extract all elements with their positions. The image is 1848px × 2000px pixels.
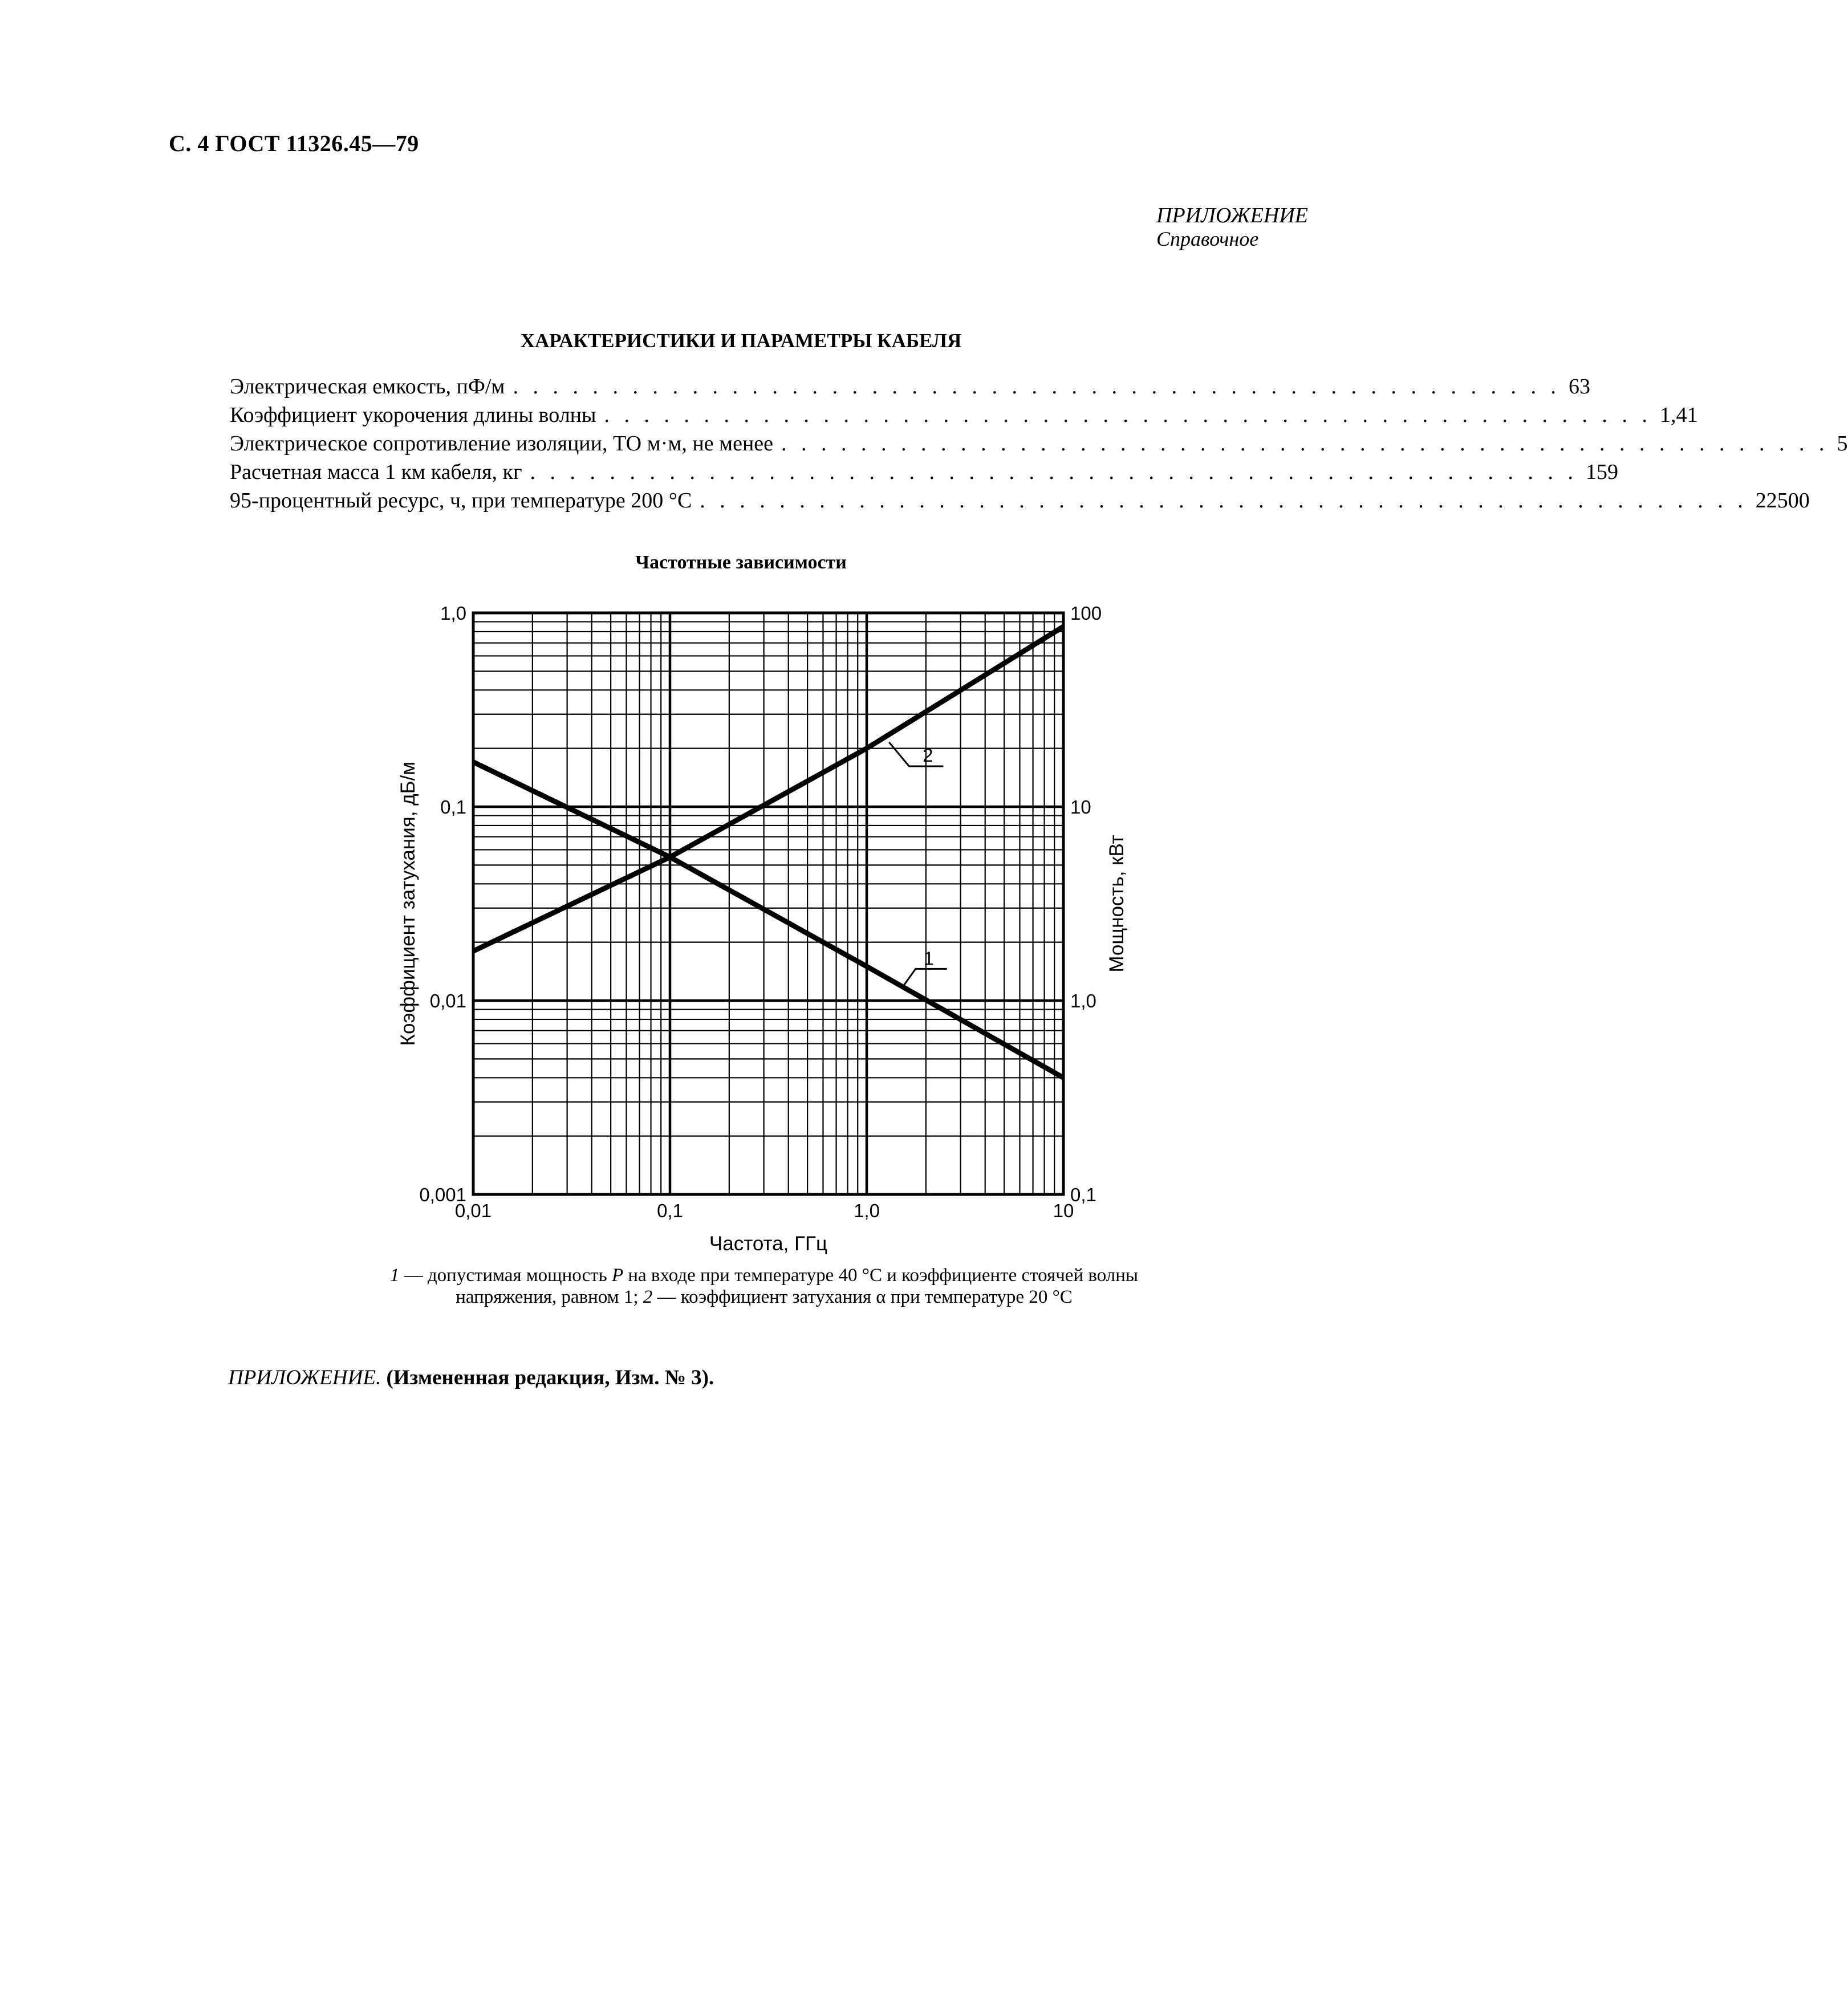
- appendix-label-block: [1156, 203, 1308, 251]
- caption-number-1: 1: [389, 1265, 400, 1286]
- section-title: ХАРАКТЕРИСТИКИ И ПАРАМЕТРЫ КАБЕЛЯ: [520, 330, 962, 352]
- series-label-1: 1: [923, 948, 934, 969]
- parameter-name: Коэффициент укорочения длины волны: [230, 403, 596, 427]
- x-tick-label: 10: [1053, 1200, 1074, 1221]
- parameter-row: [230, 488, 1810, 517]
- parameter-name: Электрическая емкость, пФ/м: [230, 375, 505, 399]
- parameter-value: 63: [1568, 375, 1590, 399]
- footer-italic: ПРИЛОЖЕНИЕ.: [228, 1366, 381, 1389]
- parameter-name: 95-процентный ресурс, ч, при температуре 200 °C: [230, 489, 692, 513]
- leader-dots: . . . . . . . . . . . . . . . . . . . . . . . . . . . . . . . . . . . . . . . . . . . . . . . . . . . . .: [781, 432, 1829, 456]
- leader-dots: . . . . . . . . . . . . . . . . . . . . . . . . . . . . . . . . . . . . . . . . . . . . . . . . . . . . .: [700, 489, 1748, 513]
- x-axis-label: Частота, ГГц: [709, 1233, 828, 1255]
- leader-dots: . . . . . . . . . . . . . . . . . . . . . . . . . . . . . . . . . . . . . . . . . . . . . . . . . . . . .: [604, 403, 1652, 427]
- caption-number-2: 2: [643, 1287, 653, 1307]
- series-leader-1: [901, 969, 947, 989]
- series-label-2: 2: [923, 744, 933, 766]
- leader-dots: . . . . . . . . . . . . . . . . . . . . . . . . . . . . . . . . . . . . . . . . . . . . . . . . . . . . .: [513, 375, 1561, 399]
- footer-bold: (Измененная редакция, Изм. № 3).: [386, 1366, 714, 1389]
- parameter-row: [230, 431, 1848, 460]
- caption-text-1: — допустимая мощность: [399, 1265, 612, 1286]
- parameter-value: 22500: [1755, 489, 1810, 513]
- y-left-tick-label: 0,01: [429, 990, 466, 1011]
- y-right-tick-label: 1,0: [1070, 990, 1096, 1011]
- frequency-chart: [388, 576, 1186, 1260]
- parameter-name: Электрическое сопротивление изоляции, ТО м·м, не менее: [230, 432, 774, 456]
- caption-text-3: — коэффициент затухания α при температуре 20 °С: [652, 1287, 1073, 1307]
- chart-title: Частотные зависимости: [635, 552, 847, 573]
- parameter-row: [230, 460, 1619, 488]
- x-tick-label: 0,01: [454, 1200, 492, 1221]
- y-right-tick-label: 0,1: [1070, 1184, 1096, 1205]
- parameter-row: [230, 374, 1590, 403]
- x-tick-label: 1,0: [854, 1200, 880, 1221]
- leader-dots: . . . . . . . . . . . . . . . . . . . . . . . . . . . . . . . . . . . . . . . . . . . . . . . . . . . . .: [530, 460, 1578, 484]
- series-line-2: [473, 627, 1063, 951]
- plot-frame: [473, 613, 1063, 1194]
- y-left-tick-label: 1,0: [440, 603, 466, 624]
- caption-symbol-p: P: [611, 1265, 624, 1286]
- y-right-tick-label: 10: [1070, 796, 1091, 818]
- parameters-list: [230, 374, 1848, 517]
- y-left-tick-label: 0,1: [440, 796, 466, 818]
- parameter-row: [230, 403, 1698, 431]
- caption-text-2: на входе при температуре 40 °С и коэффициенте стоячей волны напряжения, равном 1;: [456, 1265, 1139, 1307]
- chart-caption: [354, 1265, 1175, 1308]
- y-left-axis-label: Коэффициент затухания, дБ/м: [397, 761, 419, 1046]
- parameter-name: Расчетная масса 1 км кабеля, кг: [230, 460, 522, 484]
- footer-note: [228, 1365, 714, 1390]
- y-left-tick-label: 0,001: [419, 1184, 466, 1205]
- parameter-value: 159: [1586, 460, 1619, 484]
- page-header: С. 4 ГОСТ 11326.45—79: [169, 131, 419, 156]
- appendix-type: Справочное: [1156, 227, 1259, 250]
- x-tick-label: 0,1: [657, 1200, 683, 1221]
- series-leader-2: [889, 742, 943, 766]
- parameter-value: 5: [1837, 432, 1848, 456]
- parameter-value: 1,41: [1660, 403, 1698, 427]
- appendix-label: ПРИЛОЖЕНИЕ: [1156, 204, 1308, 227]
- y-right-axis-label: Мощность, кВт: [1106, 835, 1128, 973]
- y-right-tick-label: 100: [1070, 603, 1102, 624]
